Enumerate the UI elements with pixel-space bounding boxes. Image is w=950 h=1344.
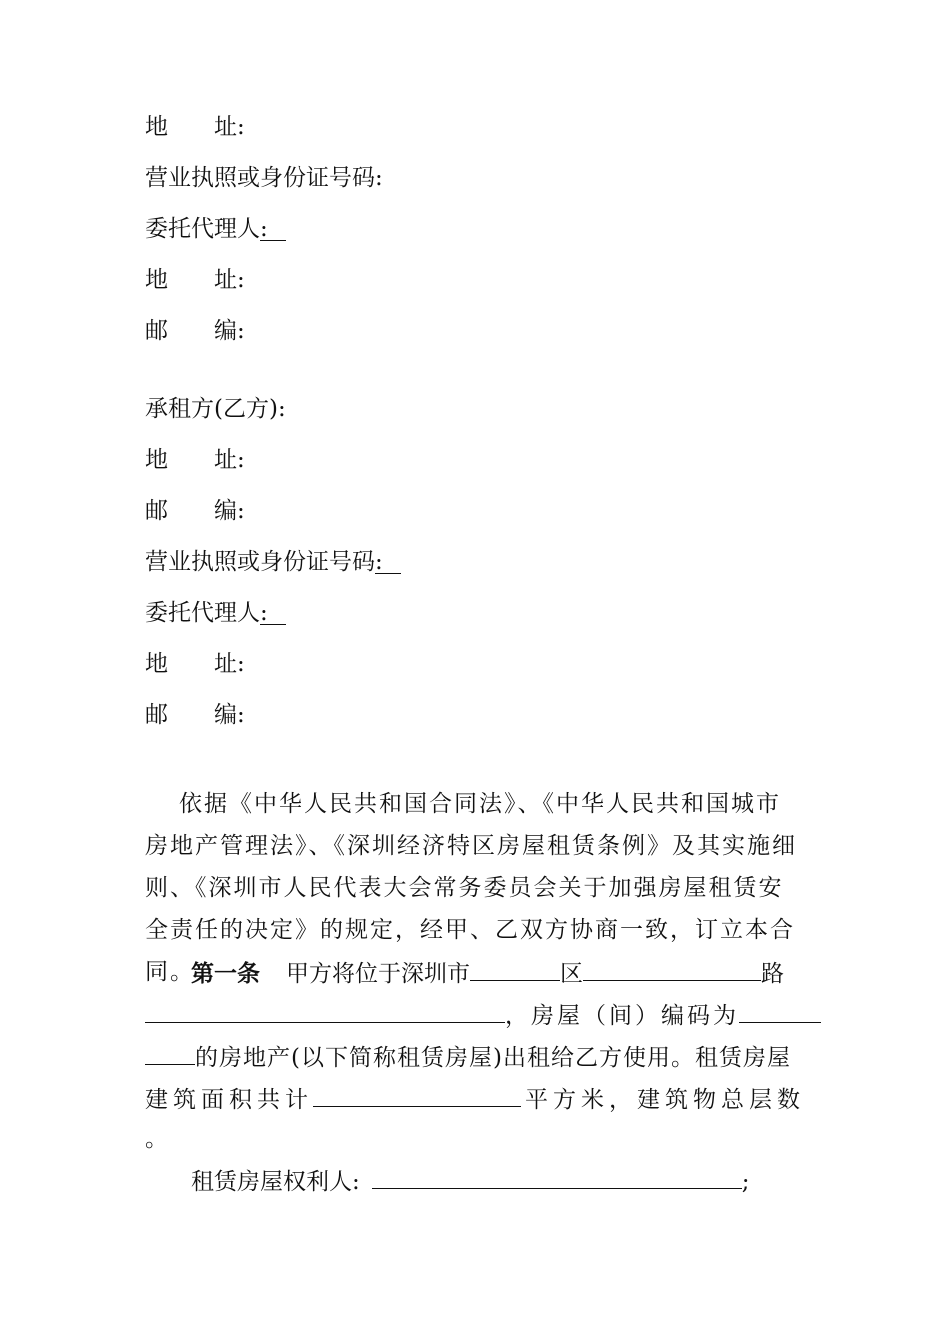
owner-label: 租赁房屋权利人: xyxy=(191,1169,360,1195)
landlord-postcode-label: 邮 编: xyxy=(145,318,245,344)
article1-text3: 路 xyxy=(761,961,784,987)
article1-text5: 的房地产(以下简称租赁房屋)出租给乙方使用。租赁房屋 xyxy=(195,1045,791,1071)
owner-row xyxy=(145,1164,750,1197)
owner-blank[interactable] xyxy=(372,1164,742,1189)
landlord-agent-address-label: 地 址: xyxy=(145,267,245,293)
tenant-agent-postcode-label: 邮 编: xyxy=(145,702,245,728)
article1-text6: 建筑面积共计 xyxy=(145,1087,313,1113)
article1-text8: 。 xyxy=(145,1126,168,1152)
article1-text4: ，房屋（间）编码为 xyxy=(505,1003,739,1029)
house-code-blank[interactable] xyxy=(739,998,821,1023)
article1-line4 xyxy=(145,1082,805,1115)
article1-text2: 区 xyxy=(560,961,583,987)
road-blank[interactable] xyxy=(583,956,761,981)
tenant-agent-label: 委托代理人 xyxy=(145,600,260,626)
tenant-agent-blank[interactable] xyxy=(260,598,286,625)
article1-line5 xyxy=(145,1124,168,1154)
tenant-agent-colon: : xyxy=(260,600,268,626)
tenant-license-blank[interactable] xyxy=(375,547,401,574)
landlord-license-label: 营业执照或身份证号码: xyxy=(145,165,383,191)
landlord-agent-colon: : xyxy=(260,216,268,242)
tenant-address-label: 地 址: xyxy=(145,447,245,473)
tenant-license-row xyxy=(145,547,401,577)
tenant-license-label: 营业执照或身份证号码 xyxy=(145,549,375,575)
area-blank[interactable] xyxy=(313,1082,521,1107)
article1-text7: 平方米，建筑物总层数 xyxy=(525,1087,805,1113)
landlord-address-label: 地 址: xyxy=(145,114,245,140)
house-code-blank-cont[interactable] xyxy=(145,1040,195,1065)
article1-line3 xyxy=(145,1040,791,1073)
tenant-agent-address-label: 地 址: xyxy=(145,651,245,677)
district-blank[interactable] xyxy=(470,956,560,981)
article1-line2 xyxy=(145,998,821,1031)
article1-text1: 甲方将位于深圳市 xyxy=(286,961,470,987)
article1-line1 xyxy=(145,956,784,989)
landlord-agent-row xyxy=(145,214,286,244)
landlord-agent-blank[interactable] xyxy=(260,214,286,241)
owner-end: ; xyxy=(741,1169,750,1195)
tenant-agent-row xyxy=(145,598,286,628)
article1-heading: 第一条 xyxy=(191,960,260,987)
preamble-paragraph: 依据《中华人民共和国合同法》、《中华人民共和国城市房地产管理法》、《深圳经济特区房屋租赁条例》及其实施细则、《深圳市人民代表大会常务委员会关于加强房屋租赁安全责任的决定》的规定，经甲、乙双方协商一致，订立本合同。 xyxy=(145,791,797,985)
tenant-postcode-label: 邮 编: xyxy=(145,498,245,524)
landlord-agent-label: 委托代理人 xyxy=(145,216,260,242)
tenant-title: 承租方(乙方): xyxy=(145,396,286,422)
tenant-license-colon: : xyxy=(375,549,383,575)
location-blank[interactable] xyxy=(145,998,505,1023)
